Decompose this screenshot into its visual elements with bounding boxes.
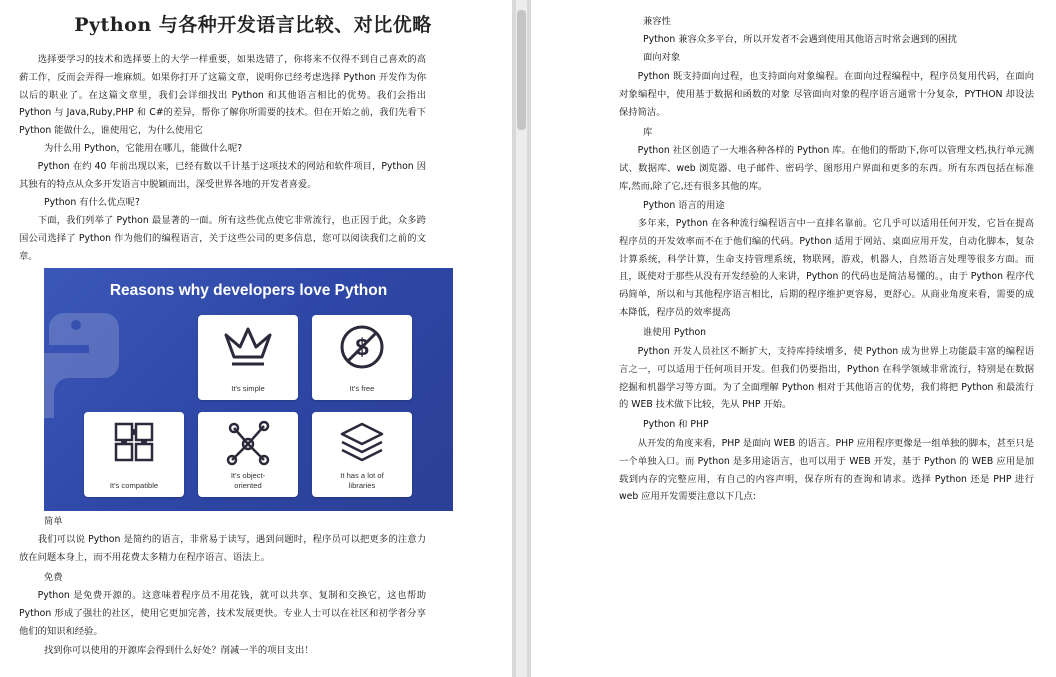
- section-heading-who-uses: 谁使用 Python: [643, 327, 707, 338]
- libraries-question: 找到你可以使用的开源库会得到什么好处？削减一半的项目支出！: [44, 645, 314, 656]
- who-uses-paragraph: [619, 343, 1034, 414]
- card-libraries: [312, 412, 412, 497]
- advantages-heading: Python 有什么优点呢?: [44, 197, 140, 208]
- paragraph-text: 多年来，Python 在各种流行编程语言中一直排名靠前。它几乎可以适用任何开发，它旨在提高程序员的开发效率而不在于他们编的代码。Python 适用于网站、桌面应用开发，自动化脚本，复杂计算系统，科学计算，生命支持管理系统，物联网，游戏，机器人，自然语言处理等很多方面。而且，既使对于那些从没有开发经验的人来讲，Python 的代码也是简洁易懂的。，由于 Python 程序代码简单，所以和与其他程序语言相比，后期的程序维护更容易，更舒心。从商业角度来看，需要的成本降低，程序员的效率提高: [619, 218, 1034, 318]
- advantages-paragraph: [19, 212, 426, 265]
- card-label: It's free: [349, 383, 375, 393]
- card-label-line: libraries: [348, 480, 376, 490]
- paragraph-text: Python 既支持面向过程，也支持面向对象编程。在面向过程编程中，程序员复用代码，在面向对象编程中，使用基于数据和函数的对象 尽管面向对象的程序语言通常十分复杂，PYTHON 却设法保持简洁。: [619, 71, 1034, 118]
- paragraph-text: 下面，我们列举了 Python 最显著的一面。所有这些优点使它非常流行，也正因于此，众多跨国公司选择了 Python 作为他们的编程语言，关于这些公司的更多信息，您可以阅读我们之前的文章。: [19, 215, 426, 262]
- oop-paragraph: [619, 68, 1034, 121]
- paragraph-text: 选择要学习的技术和选择要上的大学一样重要，如果选错了，你将来不仅得不到自己喜欢的高薪工作，反而会弄得一堆麻烦。如果你打开了这篇文章，说明你已经考虑选择 Python 开发作为你以后的职业了。在这篇文章里，我们会详细找出 Python 和其他语言相比的优势。我们会指出 Python 与 Java,Ruby,PHP 和 C#的差异，帮你了解你所需要的技术。但在开始之前，我们先看下 Python 能做什么，谁使用它，为什么使用它: [19, 54, 426, 137]
- crown-icon: [198, 321, 298, 373]
- card-label-line: It has a lot of: [340, 471, 384, 480]
- document-page-left: [0, 0, 512, 677]
- section-heading-free: 免费: [44, 572, 63, 583]
- section-heading-python-php: Python 和 PHP: [643, 419, 709, 430]
- card-free: [312, 315, 412, 400]
- card-compatible: [84, 412, 184, 497]
- paragraph-text: Python 是免费开源的。这意味着程序员不用花钱，就可以共享、复制和交换它，这也帮助 Python 形成了强壮的社区，使用它更加完善，技术发展更快。专业人士可以在社区和初学者分享他们的知识和经验。: [19, 590, 426, 637]
- document-page-right: [531, 0, 1056, 677]
- section-heading-oop: 面向对象: [643, 52, 681, 63]
- simple-paragraph: [19, 531, 426, 567]
- puzzle-icon: [84, 418, 184, 470]
- libraries-paragraph: [619, 142, 1034, 195]
- image-title: Reasons why developers love Python: [109, 282, 388, 299]
- paragraph-text: Python 开发人员社区不断扩大，支持库持续增多，使 Python 成为世界上功能最丰富的编程语言之一，可以适用于任何项目开发。但我们仍要指出，Python 在科学领域非常流行，特别是在数据挖掘和机器学习等方面。为了全面理解 Python 相对于其他语言的优势，我们将把 Python 和最流行的 WEB 技术做下比较，先从 PHP 开始。: [619, 346, 1034, 411]
- card-label-line: oriented: [234, 480, 262, 490]
- card-label: [312, 471, 412, 490]
- card-object-oriented: [198, 412, 298, 497]
- paragraph-text: Python 社区创造了一大堆各种各样的 Python 库。在他们的帮助下,你可以管理文档,执行单元测试、数据库、web 浏览器、电子邮件、密码学、图形用户界面和更多的东西。所有东西包括在标准库,然而,除了它,还有很多其他的库。: [619, 145, 1034, 192]
- reasons-image: [44, 268, 453, 511]
- free-paragraph: [19, 587, 426, 640]
- card-label: It's compatible: [109, 480, 159, 490]
- card-label: [198, 471, 298, 490]
- svg-text:$: $: [355, 334, 369, 361]
- network-icon: [198, 418, 298, 470]
- card-label-line: It's object-: [230, 471, 266, 480]
- no-dollar-icon: [312, 321, 412, 373]
- uses-paragraph: [619, 215, 1034, 322]
- intro-paragraph: [19, 51, 426, 140]
- paragraph-text: 我们可以说 Python 是简约的语言，非常易于读写，遇到问题时，程序员可以把更多的注意力放在问题本身上，而不用花费太多精力在程序语言、语法上。: [19, 534, 426, 563]
- document-title: Python 与各种开发语言比较、对比优略: [74, 14, 432, 36]
- scrollbar-thumb[interactable]: [517, 10, 526, 130]
- history-paragraph: [19, 158, 426, 194]
- section-heading-compatibility: 兼容性: [643, 16, 671, 27]
- section-heading-uses: Python 语言的用途: [643, 200, 725, 211]
- page-gutter: [512, 0, 531, 677]
- paragraph-text: Python 在约 40 年前出现以来，已经有数以千计基于这项技术的网站和软件项目，Python 因其独有的特点从众多开发语言中脱颖而出，深受世界各地的开发者喜爱。: [19, 161, 426, 190]
- card-simple: [198, 315, 298, 400]
- question-heading: 为什么用 Python，它能用在哪儿，能做什么呢?: [44, 143, 243, 154]
- layers-icon: [312, 418, 412, 470]
- paragraph-text: 从开发的角度来看，PHP 是面向 WEB 的语言。PHP 应用程序更像是一组单独的脚本，甚至只是一个单独入口。而 Python 是多用途语言，也可以用于 WEB 开发，基于 Python 的 WEB 应用是加载到内存的完整应用，有自己的内容声明，保存所有的查询和请求。选择 Python 还是 PHP 进行 web 应用开发需要注意以下几点:: [619, 438, 1034, 503]
- compatibility-paragraph: Python 兼容众多平台，所以开发者不会遇到使用其他语言时常会遇到的困扰: [643, 34, 958, 45]
- card-label: It's simple: [231, 383, 265, 393]
- section-heading-simple: 简单: [44, 516, 63, 527]
- section-heading-libraries: 库: [643, 127, 653, 138]
- python-php-paragraph: [619, 435, 1034, 506]
